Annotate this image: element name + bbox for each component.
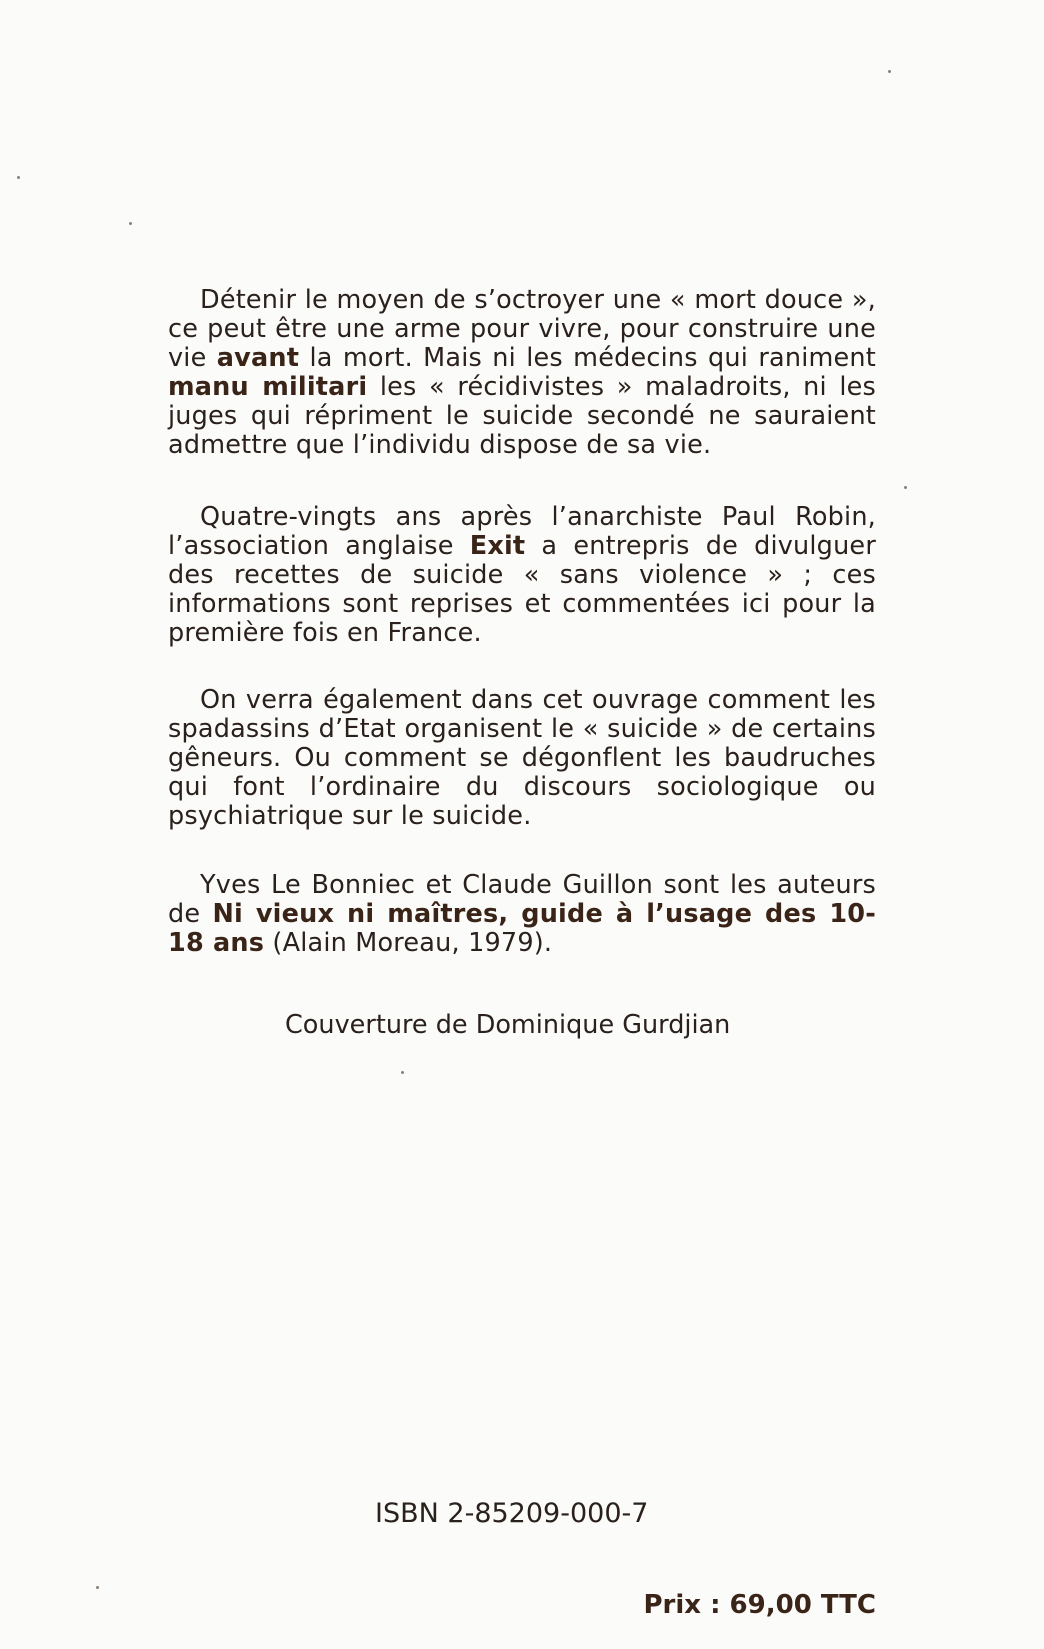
text-run: la mort. Mais ni les médecins qui raniment	[299, 343, 876, 373]
paragraph-text	[168, 686, 876, 831]
paper-speck	[96, 1586, 99, 1589]
paragraph-exit	[168, 503, 876, 648]
cover-credit: Couverture de Dominique Gurdjian	[285, 1010, 731, 1040]
paper-speck	[17, 176, 20, 179]
paper-speck	[401, 1071, 404, 1074]
bold-text: manu militari	[168, 372, 368, 402]
paragraph-text	[168, 286, 876, 460]
bold-text: Exit	[469, 531, 526, 561]
text-run: Quatre-vingts ans après l’anarchiste Paul Robin, l’association anglaise	[168, 502, 876, 561]
bold-text: Ni vieux ni maîtres, guide à l’usage des 10-18 ans	[168, 899, 876, 958]
bold-text: avant	[216, 343, 300, 373]
text-run: Détenir le moyen de s’octroyer une « mort douce », ce peut être une arme pour vivre, pour construire une vie	[168, 285, 876, 373]
paragraph-text	[168, 871, 876, 958]
text-run: a entrepris de divulguer des recettes de suicide « sans violence » ; ces informations sont reprises et commentées ici pour la première fois en France.	[168, 531, 877, 648]
text-run: (Alain Moreau, 1979).	[264, 928, 553, 958]
paragraph-text	[168, 503, 876, 648]
text-run: les « récidivistes » maladroits, ni les juges qui répriment le suicide secondé ne sauraient admettre que l’individu dispose de sa vie.	[168, 372, 877, 460]
text-run: On verra également dans cet ouvrage comment les spadassins d’Etat organisent le « suicide » de certains gêneurs. Ou comment se dégonflent les baudruches qui font l’ordinaire du discours sociologique ou psychiatrique sur le suicide.	[168, 685, 876, 831]
paragraph-spadassins	[168, 686, 876, 831]
price: Prix : 69,00 TTC	[643, 1590, 876, 1620]
paper-speck	[888, 70, 891, 73]
paper-speck	[129, 222, 132, 225]
paper-speck	[904, 486, 907, 489]
paragraph-auteurs	[168, 871, 876, 958]
isbn: ISBN 2-85209-000-7	[375, 1498, 649, 1529]
text-run: Yves Le Bonniec et Claude Guillon sont les auteurs de	[168, 870, 876, 929]
paragraph-mort-douce	[168, 286, 876, 460]
